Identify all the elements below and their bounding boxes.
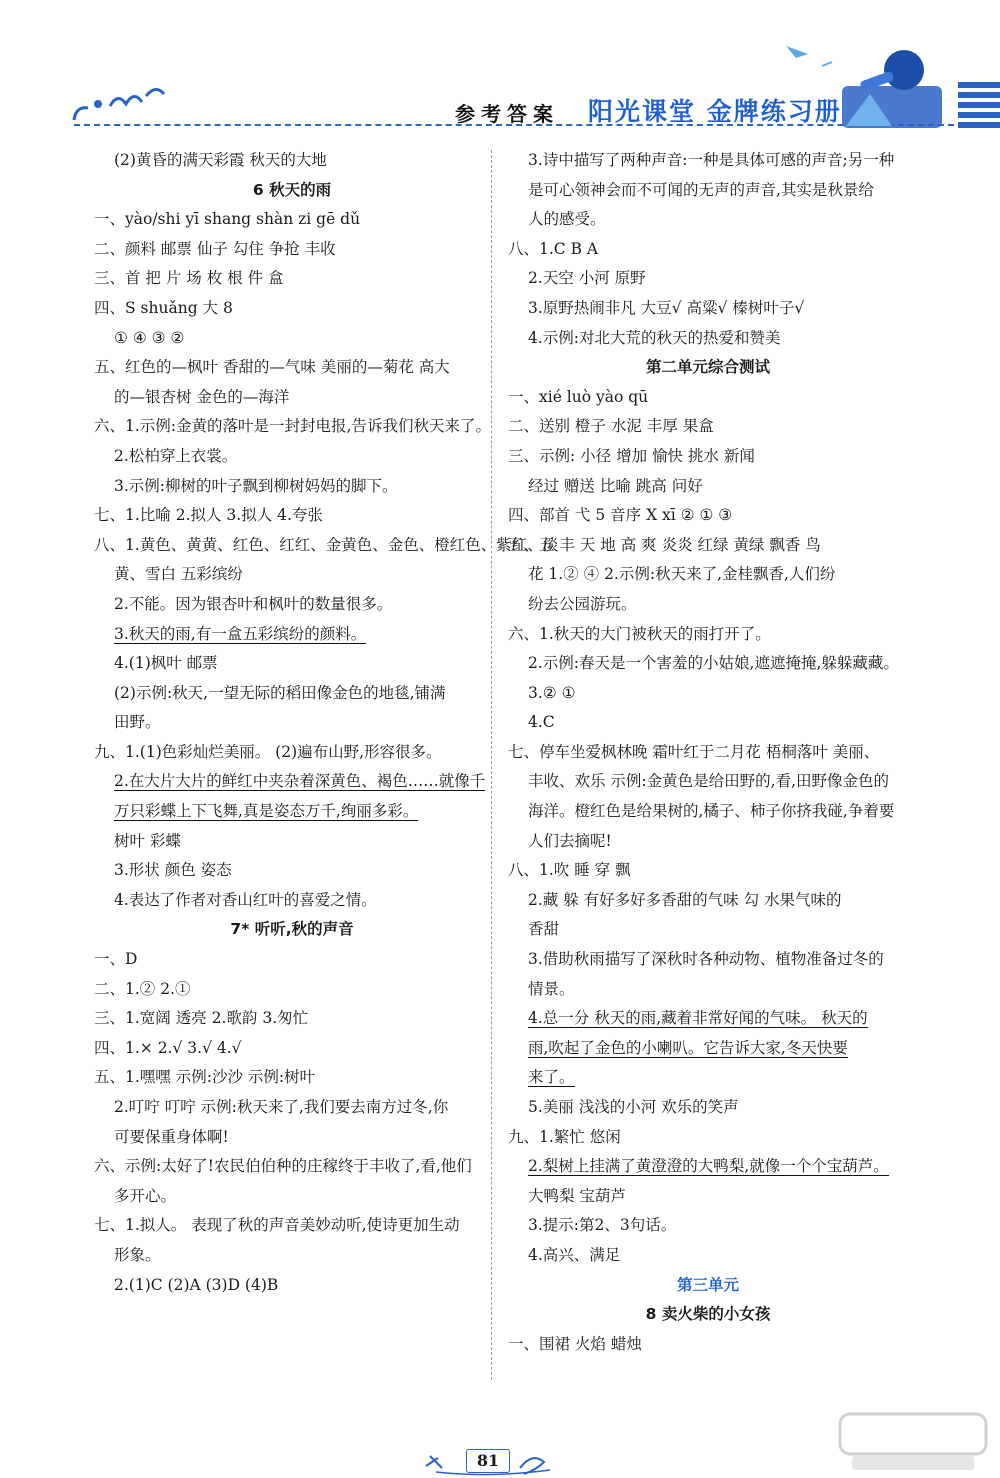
- answer-text: 第二单元综合测试: [645, 358, 770, 377]
- answer-line: [508, 531, 908, 561]
- answer-line: [508, 560, 908, 590]
- answer-text: 九、1.繁忙 悠闲: [508, 1127, 621, 1146]
- answer-text: 2.梨树上挂满了黄澄澄的大鸭梨,就像一个个宝葫芦。: [528, 1157, 889, 1176]
- answer-text: 来了。: [528, 1068, 575, 1087]
- telescope-child-icon: [782, 36, 952, 132]
- answer-text: 田野。: [114, 713, 161, 732]
- answer-line: [508, 856, 908, 886]
- answer-text: 情景。: [528, 979, 575, 998]
- answer-line: [508, 324, 908, 354]
- answer-text: 八、1.C B A: [508, 239, 599, 258]
- answer-line: [94, 1271, 490, 1301]
- answer-text: 丰收、欢乐 示例:金黄色是给田野的,看,田野像金色的: [528, 772, 890, 791]
- answer-line: [508, 146, 908, 176]
- answer-text: 五、1.嘿嘿 示例:沙沙 示例:树叶: [94, 1068, 316, 1087]
- answer-text: 一、D: [94, 950, 138, 969]
- answer-text: 七、1.拟人。 表现了秋的声音美妙动听,使诗更加生动: [94, 1216, 460, 1235]
- answer-line: [94, 827, 490, 857]
- answer-text: 纷去公园游玩。: [528, 594, 637, 613]
- answer-text: 2.松柏穿上衣裳。: [114, 446, 238, 465]
- answer-line: [508, 1123, 908, 1153]
- answer-text: 二、颜料 邮票 仙子 勾住 争抢 丰收: [94, 239, 336, 258]
- answer-line: [508, 294, 908, 324]
- answer-line: [94, 146, 490, 176]
- answer-text: 4.表达了作者对香山红叶的喜爱之情。: [114, 890, 377, 909]
- answer-line: [94, 886, 490, 916]
- answer-text: (2)示例:秋天,一望无际的稻田像金色的地毯,铺满: [114, 683, 446, 702]
- answer-text: 第三单元: [676, 1275, 739, 1294]
- answer-line: [508, 1034, 908, 1064]
- answer-text: 黄、雪白 五彩缤纷: [114, 565, 243, 584]
- answer-line: [508, 472, 908, 502]
- answer-text: 二、送别 橙子 水泥 丰厚 果盒: [508, 417, 714, 436]
- answer-text: 3.示例:柳树的叶子飘到柳树妈妈的脚下。: [114, 476, 398, 495]
- answer-text: 三、1.宽阔 透亮 2.歌韵 3.匆忙: [94, 1009, 309, 1028]
- answer-line: [508, 797, 908, 827]
- answer-line: [94, 1063, 490, 1093]
- answer-text: 一、xié luò yào qū: [508, 387, 649, 406]
- answer-text: 3.② ①: [528, 683, 576, 702]
- answer-text: 六、示例:太好了!农民伯伯种的庄稼终于丰收了,看,他们: [94, 1157, 472, 1176]
- answer-text: 人们去摘呢!: [528, 831, 612, 850]
- answer-line: [508, 620, 908, 650]
- answer-line: [94, 353, 490, 383]
- answer-text: 五、五 丰 天 地 高 爽 炎炎 红绿 黄绿 飘香 鸟: [508, 535, 821, 554]
- answer-text: 九、1.(1)色彩灿烂美丽。 (2)遍布山野,形容很多。: [94, 742, 442, 761]
- answer-line: [94, 1211, 490, 1241]
- answer-line: [94, 590, 490, 620]
- answer-text: 大鸭梨 宝葫芦: [528, 1186, 626, 1205]
- answer-line: [508, 1182, 908, 1212]
- answer-text: 三、首 把 片 场 枚 根 件 盒: [94, 269, 284, 288]
- answer-text: 8 卖火柴的小女孩: [645, 1305, 771, 1324]
- answer-text: ① ④ ③ ②: [114, 328, 185, 347]
- watermark-logo-icon: [838, 1410, 988, 1474]
- answer-text: 经过 赠送 比喻 跳高 问好: [528, 476, 703, 495]
- answer-text: 3.秋天的雨,有一盒五彩缤纷的颜料。: [114, 624, 367, 643]
- header-brand-title: 阳光课堂 金牌练习册: [588, 97, 842, 126]
- answer-text: 的—银杏树 金色的—海洋: [114, 387, 290, 406]
- answer-line: [94, 264, 490, 294]
- answer-text: 人的感受。: [528, 210, 606, 229]
- header-stripes: [958, 82, 1000, 132]
- answer-line: [508, 1152, 908, 1182]
- page-number: 81: [466, 1449, 510, 1473]
- answer-line: [94, 235, 490, 265]
- answer-text: 花 1.② ④ 2.示例:秋天来了,金桂飘香,人们纷: [528, 565, 836, 584]
- answer-line: [94, 205, 490, 235]
- answer-text: 2.不能。因为银杏叶和枫叶的数量很多。: [114, 594, 393, 613]
- answer-line: [508, 1004, 908, 1034]
- answer-text: 八、1.吹 睡 穿 飘: [508, 861, 631, 880]
- answer-text: 4.高兴、满足: [528, 1245, 621, 1264]
- answer-text: 3.借助秋雨描写了深秋时各种动物、植物准备过冬的: [528, 950, 884, 969]
- answer-text: 雨,吹起了金色的小喇叭。它告诉大家,冬天快要: [528, 1038, 848, 1057]
- answer-line: [508, 945, 908, 975]
- answer-line: [508, 383, 908, 413]
- answer-line: [94, 531, 559, 561]
- answer-text: 树叶 彩蝶: [114, 831, 181, 850]
- answer-text: 4.C: [528, 713, 555, 732]
- answer-line: [94, 767, 490, 797]
- answer-line: [508, 649, 908, 679]
- answer-text: 3.诗中描写了两种声音:一种是具体可感的声音;另一种: [528, 151, 895, 169]
- answer-line: [94, 1182, 490, 1212]
- answer-line: [94, 620, 490, 650]
- answer-text: 二、1.② 2.①: [94, 979, 191, 998]
- answer-line: [508, 205, 908, 235]
- answer-text: 是可心领神会而不可闻的无声的声音,其实是秋景给: [528, 180, 874, 199]
- answer-line: [94, 797, 490, 827]
- answer-line: [94, 472, 490, 502]
- section-title: [508, 1271, 908, 1301]
- answer-line: [94, 945, 490, 975]
- section-title: [94, 176, 490, 206]
- answer-line: [508, 235, 908, 265]
- answer-line: [508, 1063, 908, 1093]
- answer-line: [94, 1241, 490, 1271]
- answer-text: 2.示例:春天是一个害羞的小姑娘,遮遮掩掩,躲躲藏藏。: [528, 654, 899, 673]
- answer-text: 四、部首 弋 5 音序 X xī ② ① ③: [508, 506, 733, 525]
- answer-line: [508, 679, 908, 709]
- answer-text: 3.形状 颜色 姿态: [114, 861, 232, 880]
- answer-line: [508, 442, 908, 472]
- answer-text: 万只彩蝶上下飞舞,真是姿态万千,绚丽多彩。: [114, 802, 419, 821]
- answer-text: 3.提示:第2、3句话。: [528, 1216, 677, 1235]
- answer-line: [94, 1093, 490, 1123]
- answer-line: [94, 294, 490, 324]
- answer-line: [94, 442, 490, 472]
- answer-text: 3.原野热闹非凡 大豆√ 高粱√ 榛树叶子√: [528, 298, 805, 317]
- answer-text: 4.示例:对北大荒的秋天的热爱和赞美: [528, 328, 781, 347]
- answer-line: [508, 827, 908, 857]
- section-title: [508, 353, 908, 383]
- answer-line: [94, 1034, 490, 1064]
- answer-text: 香甜: [528, 920, 560, 939]
- answer-text: 5.美丽 浅浅的小河 欢乐的笑声: [528, 1098, 739, 1116]
- answer-line: [508, 767, 908, 797]
- answer-text: 一、yào/shi yī shang shàn zi gē dǔ: [94, 210, 361, 229]
- answer-text: 4.(1)枫叶 邮票: [114, 654, 218, 673]
- answer-text: 2.(1)C (2)A (3)D (4)B: [114, 1275, 279, 1294]
- answer-text: 6 秋天的雨: [252, 180, 332, 199]
- answer-line: [508, 264, 908, 294]
- answer-line: [508, 975, 908, 1005]
- answer-text: 2.藏 躲 有好多好多香甜的气味 勾 水果气味的: [528, 890, 842, 909]
- answer-line: [94, 738, 490, 768]
- answer-line: [94, 856, 490, 886]
- section-title: [508, 1300, 908, 1330]
- answer-line: [94, 324, 490, 354]
- answer-text: 海洋。橙红色是给果树的,橘子、柿子你挤我碰,争着要: [528, 802, 895, 821]
- answer-line: [94, 1004, 490, 1034]
- answer-text: (2)黄昏的满天彩霞 秋天的大地: [114, 151, 327, 169]
- header-label: 参考答案: [455, 102, 559, 126]
- answer-text: 七、1.比喻 2.拟人 3.拟人 4.夸张: [94, 506, 323, 525]
- answer-text: 六、1.示例:金黄的落叶是一封封电报,告诉我们秋天来了。: [94, 417, 491, 436]
- answer-line: [508, 1093, 908, 1123]
- answer-text: 2.在大片大片的鲜红中夹杂着深黄色、褐色……就像千: [114, 772, 486, 791]
- answer-line: [94, 383, 490, 413]
- answer-line: [94, 1152, 490, 1182]
- answer-line: [508, 1211, 908, 1241]
- answer-text: 七、停车坐爱枫林晚 霜叶红于二月花 梧桐落叶 美丽、: [508, 742, 880, 761]
- answer-line: [508, 1241, 908, 1271]
- answer-line: [94, 1123, 490, 1153]
- answer-text: 八、1.黄色、黄黄、红色、红红、金黄色、金色、橙红色、紫红、淡: [94, 535, 559, 554]
- answer-line: [508, 1330, 908, 1360]
- answer-text: 可要保重身体啊!: [114, 1127, 229, 1146]
- answer-text: 形象。: [114, 1245, 161, 1264]
- column-divider: [491, 150, 492, 1380]
- answer-line: [94, 412, 490, 442]
- answer-line: [94, 708, 490, 738]
- answer-line: [508, 886, 908, 916]
- answer-line: [94, 679, 490, 709]
- answer-line: [508, 176, 908, 206]
- answer-text: 五、红色的—枫叶 香甜的—气味 美丽的—菊花 高大: [94, 358, 450, 377]
- page-header: [0, 0, 1000, 140]
- answer-line: [508, 590, 908, 620]
- answer-text: 三、示例: 小径 增加 愉快 挑水 新闻: [508, 446, 755, 465]
- answer-text: 4.总一分 秋天的雨,藏着非常好闻的气味。 秋天的: [528, 1009, 868, 1028]
- answer-line: [508, 708, 908, 738]
- answer-line: [94, 560, 490, 590]
- right-column: [508, 146, 908, 1359]
- answer-text: 2.天空 小河 原野: [528, 269, 646, 288]
- answer-line: [94, 649, 490, 679]
- answer-line: [94, 975, 490, 1005]
- answer-text: 四、1.× 2.√ 3.√ 4.√: [94, 1038, 242, 1057]
- answer-line: [508, 738, 908, 768]
- answer-text: 7* 听听,秋的声音: [230, 920, 354, 939]
- answer-text: 六、1.秋天的大门被秋天的雨打开了。: [508, 624, 771, 643]
- answer-line: [508, 501, 908, 531]
- answer-line: [508, 915, 908, 945]
- answer-line: [508, 412, 908, 442]
- answer-line: [94, 501, 490, 531]
- answer-text: 多开心。: [114, 1186, 177, 1205]
- answer-text: 2.叮咛 叮咛 示例:秋天来了,我们要去南方过冬,你: [114, 1098, 449, 1116]
- answer-text: 四、S shuǎng 大 8: [94, 298, 233, 317]
- section-title: [94, 915, 490, 945]
- answer-text: 一、围裙 火焰 蜡烛: [508, 1334, 642, 1353]
